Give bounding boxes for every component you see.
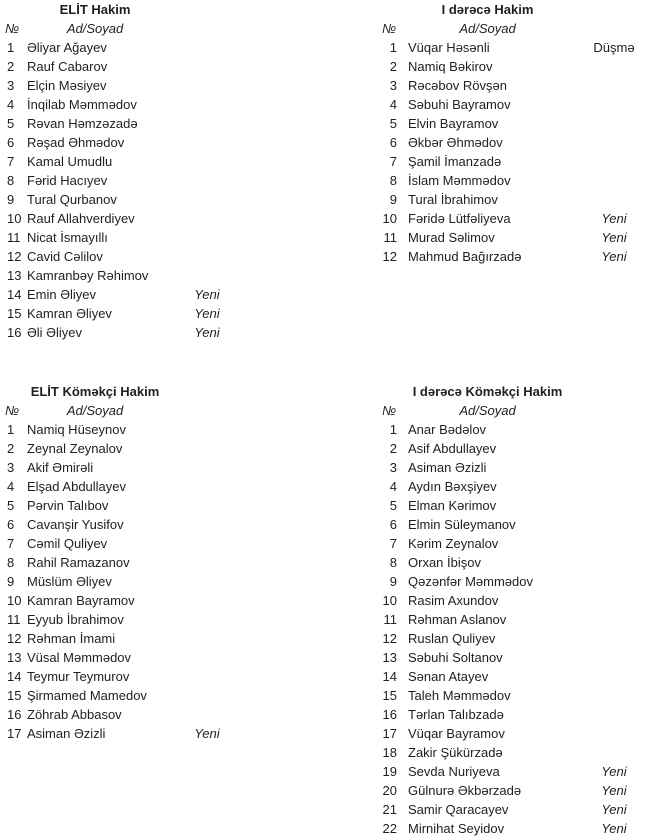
referee-row xyxy=(0,420,325,439)
section-title: I dərəcə Köməkçi Hakim xyxy=(412,384,563,399)
col-header-number: № xyxy=(5,21,20,36)
referee-name: Kamal Umudlu xyxy=(27,154,113,169)
referee-name: Pərvin Talıbov xyxy=(27,498,109,513)
referee-row xyxy=(325,420,650,439)
referee-row xyxy=(0,572,325,591)
referee-name: Aydın Bəxşiyev xyxy=(408,479,497,494)
status-note xyxy=(185,534,229,553)
referee-name: Əkbər Əhmədov xyxy=(408,135,503,150)
row-number: 2 xyxy=(7,59,15,74)
referee-name: Taleh Məmmədov xyxy=(408,688,511,703)
referee-row xyxy=(325,95,650,114)
referee-name: Teymur Teymurov xyxy=(27,669,130,684)
row-number: 20 xyxy=(382,783,397,798)
status-note xyxy=(583,114,645,133)
referee-name: Emin Əliyev xyxy=(27,287,97,302)
section-title: I dərəcə Hakim xyxy=(441,2,534,17)
referee-name: Elmin Süleymanov xyxy=(408,517,516,532)
row-number: 4 xyxy=(7,479,15,494)
referee-row xyxy=(325,629,650,648)
row-number: 6 xyxy=(7,517,15,532)
referee-name: Şamil İmanzadə xyxy=(408,154,502,169)
referee-name: Cavid Cəlilov xyxy=(27,249,103,264)
referee-name: Gülnurə Əkbərzadə xyxy=(408,783,522,798)
row-number: 1 xyxy=(7,422,15,437)
referee-row xyxy=(0,515,325,534)
status-note xyxy=(583,572,645,591)
referee-row xyxy=(325,515,650,534)
status-note xyxy=(185,515,229,534)
row-number: 11 xyxy=(383,230,397,245)
referee-name: Mahmud Bağırzadə xyxy=(408,249,522,264)
referee-name: Səbuhi Bayramov xyxy=(408,97,511,112)
row-number: 8 xyxy=(389,555,397,570)
row-number: 7 xyxy=(389,536,397,551)
referee-name: Sənan Atayev xyxy=(408,669,489,684)
referee-name: Əliyar Ağayev xyxy=(27,40,107,55)
status-note xyxy=(583,591,645,610)
referee-name: Şirmamed Mamedov xyxy=(27,688,147,703)
status-note xyxy=(583,190,645,209)
row-number: 10 xyxy=(7,211,22,226)
referee-row xyxy=(325,38,650,57)
status-note xyxy=(185,171,229,190)
status-note xyxy=(185,247,229,266)
row-number: 1 xyxy=(7,40,15,55)
status-note: Yeni xyxy=(194,325,220,340)
row-number: 11 xyxy=(383,612,397,627)
row-number: 9 xyxy=(389,192,397,207)
referee-name: Orxan İbişov xyxy=(408,555,481,570)
referee-row xyxy=(325,190,650,209)
referee-row xyxy=(325,477,650,496)
col-header-number: № xyxy=(382,403,397,418)
referee-name: Elçin Məsiyev xyxy=(27,78,107,93)
status-note xyxy=(185,57,229,76)
referee-row xyxy=(0,209,325,228)
row-number: 16 xyxy=(7,707,22,722)
referee-name: Ruslan Quliyev xyxy=(408,631,496,646)
status-note xyxy=(185,420,229,439)
status-note xyxy=(583,76,645,95)
status-note xyxy=(185,553,229,572)
referee-list xyxy=(325,38,650,266)
referee-row xyxy=(0,724,325,743)
section-elit-hakim xyxy=(0,0,325,342)
col-header-number: № xyxy=(5,403,20,418)
referee-row xyxy=(325,534,650,553)
referee-row xyxy=(0,686,325,705)
referee-row xyxy=(325,572,650,591)
column-headers xyxy=(0,19,325,38)
status-note xyxy=(583,420,645,439)
row-number: 3 xyxy=(7,460,15,475)
row-number: 12 xyxy=(382,249,397,264)
referee-name: Tural Qurbanov xyxy=(27,192,117,207)
row-number: 18 xyxy=(382,745,397,760)
status-note xyxy=(583,95,645,114)
status-note: Düşmə xyxy=(593,40,635,55)
referee-name: Fəridə Lütfəliyeva xyxy=(408,211,511,226)
referee-row xyxy=(0,133,325,152)
row-number: 15 xyxy=(7,306,22,321)
status-note xyxy=(185,76,229,95)
referee-name: Eyyub İbrahimov xyxy=(27,612,124,627)
referee-name: Kamranbəy Rəhimov xyxy=(27,268,149,283)
status-note xyxy=(583,553,645,572)
row-number: 21 xyxy=(382,802,397,817)
referee-row xyxy=(0,266,325,285)
referee-name: İslam Məmmədov xyxy=(408,173,511,188)
referee-row xyxy=(325,114,650,133)
row-number: 10 xyxy=(382,211,397,226)
referee-row xyxy=(325,667,650,686)
referee-row xyxy=(0,534,325,553)
referee-name: Sevda Nuriyeva xyxy=(408,764,500,779)
referee-name: Rauf Cabarov xyxy=(27,59,108,74)
row-number: 14 xyxy=(7,287,22,302)
section-i-derece-komekci-hakim xyxy=(325,382,650,837)
status-note xyxy=(583,515,645,534)
row-number: 13 xyxy=(382,650,397,665)
row-number: 5 xyxy=(389,498,397,513)
status-note xyxy=(583,667,645,686)
status-note xyxy=(583,171,645,190)
row-number: 19 xyxy=(382,764,397,779)
referee-row xyxy=(325,762,650,781)
referee-name: Cəmil Quliyev xyxy=(27,536,108,551)
col-header-name: Ad/Soyad xyxy=(459,403,516,418)
col-header-name: Ad/Soyad xyxy=(66,21,124,36)
status-note xyxy=(185,591,229,610)
status-note xyxy=(583,477,645,496)
row-number: 5 xyxy=(7,116,15,131)
row-number: 17 xyxy=(7,726,22,741)
referee-name: Müslüm Əliyev xyxy=(27,574,112,589)
status-note xyxy=(185,496,229,515)
status-note xyxy=(185,152,229,171)
referee-name: Zeynal Zeynalov xyxy=(27,441,123,456)
column-headers xyxy=(325,19,650,38)
col-header-name: Ad/Soyad xyxy=(459,21,516,36)
status-note xyxy=(185,629,229,648)
referee-row xyxy=(325,705,650,724)
referee-row xyxy=(0,190,325,209)
referee-name: Namiq Hüseynov xyxy=(27,422,126,437)
row-number: 10 xyxy=(7,593,22,608)
referee-row xyxy=(325,553,650,572)
referee-name: Kamran Əliyev xyxy=(27,306,112,321)
row-number: 2 xyxy=(389,441,397,456)
referee-name: Murad Səlimov xyxy=(408,230,495,245)
referee-list xyxy=(0,38,325,342)
row-number: 11 xyxy=(7,612,21,627)
row-number: 13 xyxy=(7,650,22,665)
status-note xyxy=(583,686,645,705)
referee-row xyxy=(0,228,325,247)
status-note xyxy=(185,705,229,724)
referee-row xyxy=(0,591,325,610)
column-headers xyxy=(325,401,650,420)
row-number: 17 xyxy=(382,726,397,741)
row-number: 5 xyxy=(7,498,15,513)
referee-name: Rasim Axundov xyxy=(408,593,499,608)
referee-name: Elvin Bayramov xyxy=(408,116,499,131)
row-number: 4 xyxy=(389,479,397,494)
referee-row xyxy=(0,629,325,648)
row-number: 6 xyxy=(389,517,397,532)
status-note xyxy=(583,534,645,553)
status-note: Yeni xyxy=(601,783,627,798)
status-note xyxy=(583,133,645,152)
row-number: 3 xyxy=(389,460,397,475)
status-note xyxy=(185,610,229,629)
referee-row xyxy=(0,648,325,667)
status-note xyxy=(583,705,645,724)
status-note xyxy=(583,57,645,76)
referee-row xyxy=(0,285,325,304)
status-note: Yeni xyxy=(194,287,220,302)
row-number: 7 xyxy=(389,154,397,169)
section-title: ELİT Köməkçi Hakim xyxy=(30,384,160,399)
referee-row xyxy=(0,553,325,572)
referee-row xyxy=(325,171,650,190)
referee-row xyxy=(0,458,325,477)
status-note xyxy=(185,572,229,591)
referee-row xyxy=(0,152,325,171)
status-note xyxy=(185,648,229,667)
status-note xyxy=(185,38,229,57)
referee-name: Rəhman Aslanov xyxy=(408,612,507,627)
referee-row xyxy=(325,133,650,152)
section-elit-komekci-hakim xyxy=(0,382,325,743)
referee-name: Tərlan Talıbzadə xyxy=(408,707,504,722)
referee-name: Rəşad Əhmədov xyxy=(27,135,125,150)
row-number: 1 xyxy=(389,422,397,437)
referee-row xyxy=(325,648,650,667)
row-number: 16 xyxy=(7,325,22,340)
referee-row xyxy=(325,800,650,819)
referee-name: Mirnihat Seyidov xyxy=(408,821,505,836)
referee-row xyxy=(325,57,650,76)
row-number: 5 xyxy=(389,116,397,131)
referee-row xyxy=(325,781,650,800)
row-number: 12 xyxy=(7,249,22,264)
row-number: 7 xyxy=(7,536,15,551)
row-number: 9 xyxy=(7,574,15,589)
status-note xyxy=(185,228,229,247)
referee-name: Vüqar Həsənli xyxy=(408,40,490,55)
referee-name: Namiq Bəkirov xyxy=(408,59,493,74)
row-number: 15 xyxy=(382,688,397,703)
referee-row xyxy=(0,323,325,342)
row-number: 6 xyxy=(389,135,397,150)
referee-name: Rəcəbov Rövşən xyxy=(408,78,507,93)
referee-name: Vüqar Bayramov xyxy=(408,726,505,741)
referee-row xyxy=(0,439,325,458)
referee-name: İnqilab Məmmədov xyxy=(27,97,137,112)
status-note xyxy=(185,266,229,285)
row-number: 6 xyxy=(7,135,15,150)
status-note: Yeni xyxy=(601,230,627,245)
referee-row xyxy=(0,38,325,57)
referee-row xyxy=(0,496,325,515)
status-note: Yeni xyxy=(601,249,627,264)
referee-name: Qəzənfər Məmmədov xyxy=(408,574,533,589)
referee-name: Rauf Allahverdiyev xyxy=(27,211,135,226)
row-number: 15 xyxy=(7,688,22,703)
referee-row xyxy=(325,610,650,629)
referee-name: Elman Kərimov xyxy=(408,498,497,513)
referee-row xyxy=(0,57,325,76)
status-note xyxy=(185,477,229,496)
status-note xyxy=(185,686,229,705)
status-note xyxy=(185,114,229,133)
status-note: Yeni xyxy=(601,764,627,779)
referee-row xyxy=(325,743,650,762)
referee-row xyxy=(0,477,325,496)
row-number: 14 xyxy=(7,669,22,684)
col-header-number: № xyxy=(382,21,397,36)
referee-row xyxy=(0,610,325,629)
referee-row xyxy=(325,686,650,705)
referee-name: Samir Qaracayev xyxy=(408,802,509,817)
referee-name: Zakir Şükürzadə xyxy=(408,745,503,760)
referee-row xyxy=(0,95,325,114)
status-note xyxy=(185,209,229,228)
row-number: 16 xyxy=(382,707,397,722)
referee-row xyxy=(0,247,325,266)
referee-name: Akif Əmirəli xyxy=(27,460,94,475)
status-note: Yeni xyxy=(194,726,220,741)
referee-row xyxy=(325,228,650,247)
col-header-name: Ad/Soyad xyxy=(66,403,124,418)
referee-row xyxy=(325,439,650,458)
referee-row xyxy=(325,458,650,477)
status-note xyxy=(185,439,229,458)
row-number: 9 xyxy=(7,192,15,207)
row-number: 4 xyxy=(7,97,15,112)
status-note xyxy=(185,667,229,686)
referee-row xyxy=(325,819,650,837)
referee-row xyxy=(325,724,650,743)
referee-name: Asiman Əzizli xyxy=(27,726,106,741)
referee-row xyxy=(0,304,325,323)
status-note xyxy=(583,610,645,629)
status-note xyxy=(185,133,229,152)
row-number: 13 xyxy=(7,268,22,283)
referee-name: Tural İbrahimov xyxy=(408,192,498,207)
status-note xyxy=(583,724,645,743)
row-number: 3 xyxy=(7,78,15,93)
referee-name: Rəhman İmami xyxy=(27,631,116,646)
status-note xyxy=(583,152,645,171)
referee-row xyxy=(0,667,325,686)
referee-name: Elşad Abdullayev xyxy=(27,479,127,494)
section-i-derece-hakim xyxy=(325,0,650,266)
status-note: Yeni xyxy=(601,821,627,836)
referee-row xyxy=(325,76,650,95)
referee-row xyxy=(0,76,325,95)
referee-name: Zöhrab Abbasov xyxy=(27,707,122,722)
referee-name: Əli Əliyev xyxy=(27,325,82,340)
row-number: 10 xyxy=(382,593,397,608)
referee-row xyxy=(325,209,650,228)
row-number: 12 xyxy=(7,631,22,646)
column-headers xyxy=(0,401,325,420)
status-note xyxy=(185,95,229,114)
row-number: 1 xyxy=(389,40,397,55)
status-note: Yeni xyxy=(601,211,627,226)
referee-name: Cavanşir Yusifov xyxy=(27,517,124,532)
row-number: 8 xyxy=(389,173,397,188)
referee-list xyxy=(325,420,650,837)
status-note: Yeni xyxy=(194,306,220,321)
referee-name: Anar Bədəlov xyxy=(408,422,487,437)
status-note xyxy=(583,648,645,667)
referee-name: Rəvan Həmzəzadə xyxy=(27,116,138,131)
row-number: 14 xyxy=(382,669,397,684)
row-number: 4 xyxy=(389,97,397,112)
referee-name: Rahil Ramazanov xyxy=(27,555,130,570)
status-note xyxy=(583,496,645,515)
status-note xyxy=(583,458,645,477)
row-number: 12 xyxy=(382,631,397,646)
row-number: 7 xyxy=(7,154,15,169)
row-number: 3 xyxy=(389,78,397,93)
status-note xyxy=(185,190,229,209)
referee-name: Fərid Hacıyev xyxy=(27,173,108,188)
referee-name: Vüsal Məmmədov xyxy=(27,650,132,665)
status-note xyxy=(583,629,645,648)
row-number: 8 xyxy=(7,173,15,188)
section-title: ELİT Hakim xyxy=(59,2,131,17)
referee-row xyxy=(0,171,325,190)
referee-name: Səbuhi Soltanov xyxy=(408,650,503,665)
referee-name: Nicat İsmayıllı xyxy=(27,230,108,245)
referee-row xyxy=(0,705,325,724)
referee-row xyxy=(325,247,650,266)
row-number: 2 xyxy=(389,59,397,74)
row-number: 2 xyxy=(7,441,15,456)
row-number: 8 xyxy=(7,555,15,570)
referee-row xyxy=(325,591,650,610)
referee-name: Kamran Bayramov xyxy=(27,593,135,608)
referee-name: Asiman Əzizli xyxy=(408,460,487,475)
referee-row xyxy=(0,114,325,133)
status-note xyxy=(185,458,229,477)
status-note xyxy=(583,743,645,762)
referee-list xyxy=(0,420,325,743)
status-note: Yeni xyxy=(601,802,627,817)
referee-row xyxy=(325,152,650,171)
row-number: 11 xyxy=(7,230,21,245)
row-number: 22 xyxy=(382,821,397,836)
row-number: 9 xyxy=(389,574,397,589)
referee-name: Asif Abdullayev xyxy=(408,441,497,456)
status-note xyxy=(583,439,645,458)
referee-row xyxy=(325,496,650,515)
referee-name: Kərim Zeynalov xyxy=(408,536,499,551)
